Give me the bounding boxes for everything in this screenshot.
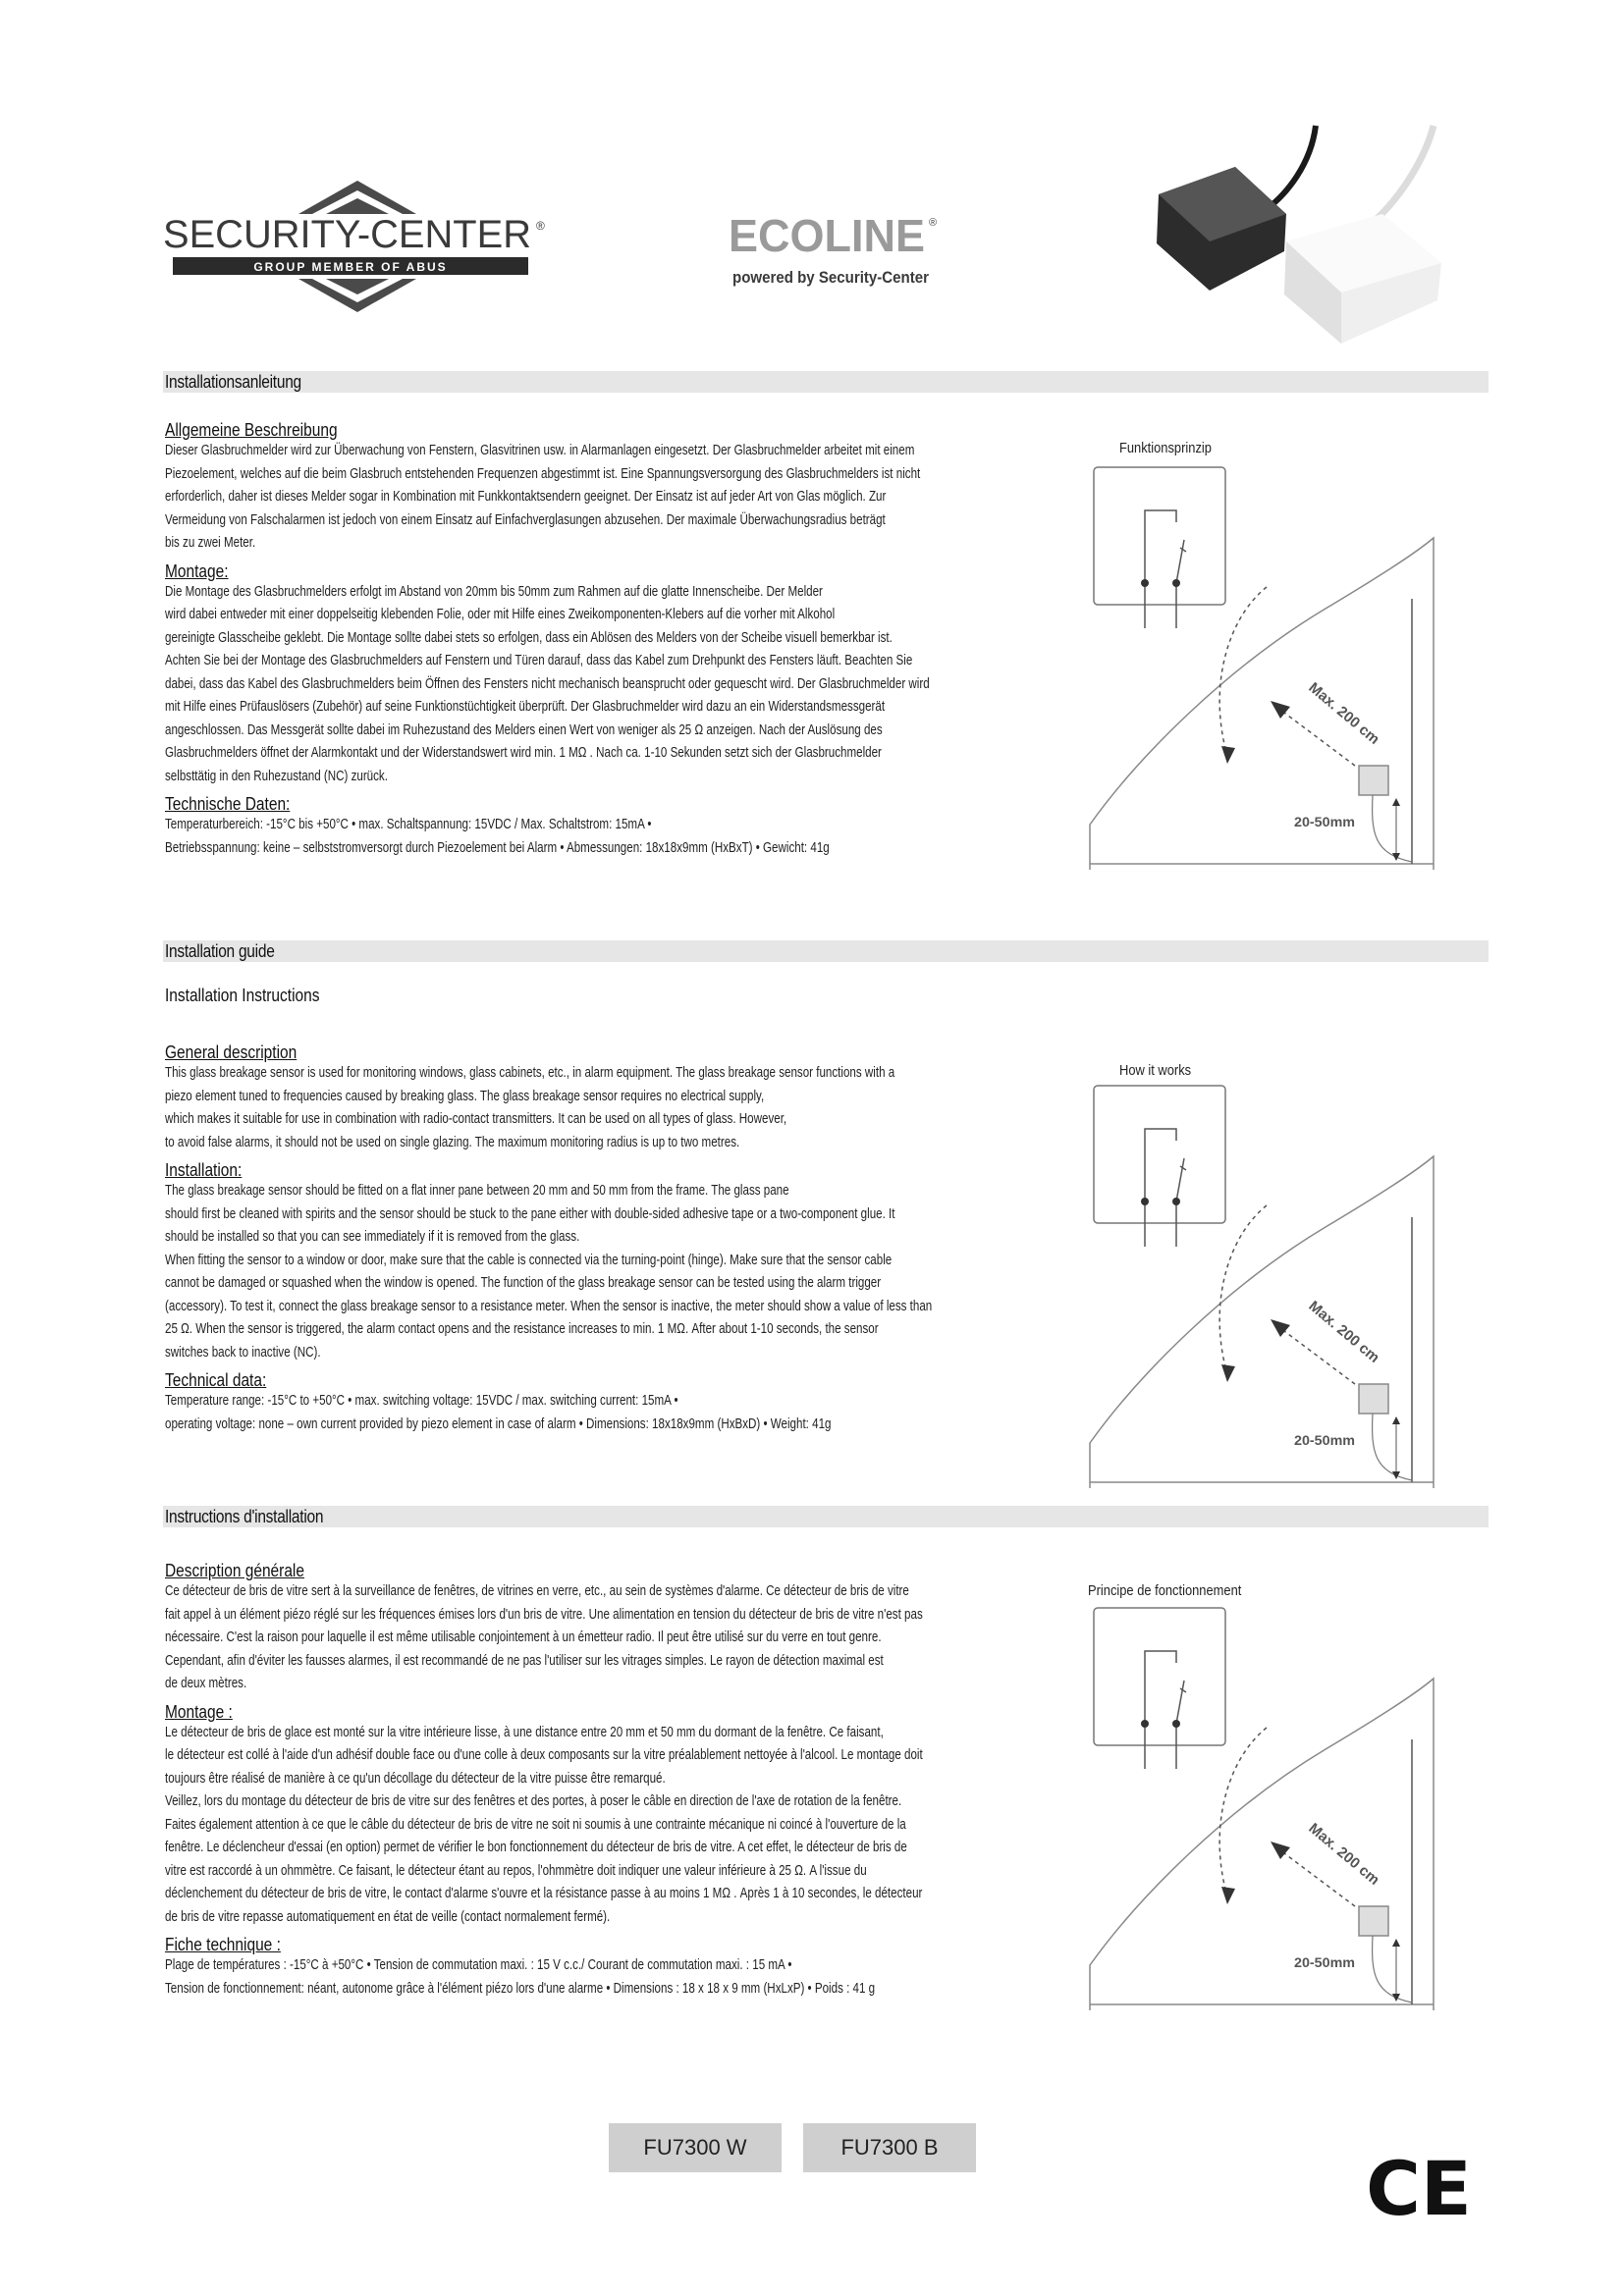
tech-text-en: Temperature range: -15°C to +50°C • max. switching voltage: 15VDC / max. switching current: 15mA • operating voltage: none – own current provided by piezo element in case of alarm • Dimensions: 18x18x9mm (HxBxD) • Weight: 41g	[165, 1393, 832, 1432]
diagram-title-de: Funktionsprinzip	[1119, 440, 1212, 456]
heading-mount-en: Installation:	[165, 1160, 243, 1180]
mount-text-de: Die Montage des Glasbruchmelders erfolgt im Abstand von 20mm bis 50mm zum Rahmen auf die glatte Innenscheibe. Der Melder wird dabei entweder mit einer doppelseitig klebenden Folie, oder mit Hilfe eines Zweikomponenten-Klebers auf die vorher mit Alkohol gereinigte Glasscheibe geklebt. Die Montage sollte dabei stets so erfolgen, dass ein Ablösen des Melders von der Scheibe visuell bemerkbar ist. Achten Sie bei der Montage des Glasbruchmelders auf Fenstern und Türen darauf, dass das Kabel zum Drehpunkt des Fensters läuft. Beachten Sie dabei, dass das Kabel des Glasbruchmelders beim Öffnen des Fensters nicht mechanisch beansprucht oder gequescht wird. Der Glasbruchmelder wird mit Hilfe eines Prüfauslösers (Zubehör) auf seine Funktionstüchtigkeit überprüft. Der Glasbruchmelder wird dazu an ein Widerstandsmessgerät angeschlossen. Das Messgerät sollte dabei im Ruhezustand des Melders einen Wert von weniger als 25 Ω anzeigen. Nach der Auslösung des Glasbruchmelders öffnet der Alarmkontakt und der Widerstandswert wird min. 1 MΩ . Nach ca. 1-10 Sekunden setzt sich der Glasbruchmelder selbsttätig in den Ruhezustand (NC) zurück.	[165, 583, 930, 784]
ce-mark-icon	[1366, 2145, 1472, 2232]
function-diagram-en	[1080, 1080, 1473, 1502]
heading-general-en: General description	[165, 1042, 298, 1062]
mount-text-fr: Le détecteur de bris de glace est monté sur la vitre intérieure lisse, à une distance entre 20 mm et 50 mm du dormant de la fenêtre. Ce faisant, le détecteur est collé à l'aide d'un adhésif double face ou d'une colle à deux composants sur la vitre préalablement nettoyée à l'alcool. Le montage doit toujours être réalisé de manière à ce qu'un décollage du détecteur de la vitre puisse être remarqué. Veillez, lors du montage du détecteur de bris de vitre sur des fenêtres et des portes, à poser le câble en direction de l'axe de rotation de la fenêtre. Faites également attention à ce que le câble du détecteur de bris de vitre ne soit ni soumis à une contrainte mécanique ni coincé à l'ouverture de la fenêtre. Le déclencheur d'essai (en option) permet de vérifier le bon fonctionnement du détecteur de bris de vitre. A cet effet, le détecteur de bris de vitre est raccordé à un ohmmètre. Ce faisant, le détecteur étant au repos, l'ohmmètre doit indiquer une valeur inférieure à 25 Ω. A l'issue du déclenchement du détecteur de bris de vitre, le contact d'alarme s'ouvre et la résistance passe à au moins 1 MΩ . Après 1 à 10 secondes, le détecteur de bris de vitre repasse automatiquement en état de veille (contact normalement fermé).	[165, 1724, 923, 1925]
product-photo	[1139, 126, 1492, 344]
tech-text-de: Temperaturbereich: -15°C bis +50°C • max. Schaltspannung: 15VDC / Max. Schaltstrom: 15mA • Betriebsspannung: keine – selbststromversorgt durch Piezoelement bei Alarm • Abmessungen: 18x18x9mm (HxBxT) • Gewicht: 41g	[165, 817, 830, 856]
svg-text:20-50mm: 20-50mm	[1294, 814, 1355, 829]
section-band-de: Installationsanleitung	[163, 371, 1489, 393]
section-de	[165, 420, 1029, 860]
heading-tech-de: Technische Daten:	[165, 794, 291, 814]
function-diagram-de	[1080, 461, 1473, 883]
security-center-logo	[163, 181, 552, 314]
heading-mount-fr: Montage :	[165, 1701, 233, 1722]
heading-tech-fr: Fiche technique :	[165, 1935, 281, 1954]
section-band-en: Installation guide	[163, 940, 1489, 962]
section-en	[165, 986, 1029, 1436]
svg-text:Max. 200 cm: Max. 200 cm	[1305, 679, 1383, 748]
svg-text:CE: CE	[1366, 2145, 1472, 2232]
section-fr	[165, 1561, 1029, 2001]
title-en: Installation Instructions	[165, 986, 320, 1005]
svg-text:20-50mm: 20-50mm	[1294, 1954, 1355, 1970]
svg-text:®: ®	[929, 217, 938, 229]
function-diagram-fr	[1080, 1602, 1473, 2024]
svg-text:®: ®	[536, 219, 545, 233]
heading-general-de: Allgemeine Beschreibung	[165, 420, 338, 440]
heading-general-fr: Description générale	[165, 1561, 304, 1580]
svg-text:GROUP MEMBER OF ABUS: GROUP MEMBER OF ABUS	[253, 260, 448, 274]
ecoline-logo	[729, 208, 954, 296]
diagram-title-fr: Principe de fonctionnement	[1088, 1582, 1242, 1599]
heading-mount-de: Montage:	[165, 561, 229, 581]
general-text-en: This glass breakage sensor is used for monitoring windows, glass cabinets, etc., in alarm equipment. The glass breakage sensor functions with a piezo element tuned to frequencies caused by breaking glass. The glass breakage sensor requires no electrical supply, which makes it suitable for use in combination with radio-contact transmitters. It can be used on all types of glass. However, to avoid false alarms, it should not be used on single glazing. The maximum monitoring radius is up to two metres.	[165, 1065, 895, 1150]
mount-text-en: The glass breakage sensor should be fitted on a flat inner pane between 20 mm and 50 mm from the frame. The glass pane should first be cleaned with spirits and the sensor should be stuck to the pane either with double-sided adhesive tape or a two-component glue. It should be installed so that you can see immediately if it is removed from the glass. When fitting the sensor to a window or door, make sure that the cable is connected via the turning-point (hinge). Make sure that the sensor cable cannot be damaged or squashed when the window is opened. The function of the glass breakage sensor can be tested using the alarm trigger (accessory). To test it, connect the glass breakage sensor to a resistance meter. When the sensor is inactive, the meter should show a value of less than 25 Ω. When the sensor is triggered, the alarm contact opens and the resistance increases to min. 1 MΩ. After about 1-10 seconds, the sensor switches back to inactive (NC).	[165, 1183, 933, 1361]
tech-text-fr: Plage de températures : -15°C à +50°C • Tension de commutation maxi. : 15 V c.c./ Courant de commutation maxi. : 15 mA • Tension de fonctionnement: néant, autonome grâce à l'élément piézo lors d'une alarme • Dimensions : 18 x 18 x 9 mm (HxLxP) • Poids : 41 g	[165, 1957, 876, 1997]
svg-text:ECOLINE: ECOLINE	[729, 210, 925, 261]
svg-text:powered by Security-Center: powered by Security-Center	[732, 268, 930, 287]
general-text-fr: Ce détecteur de bris de vitre sert à la surveillance de fenêtres, de vitrines en verre, etc., au sein de systèmes d'alarme. Ce détecteur de bris de vitre fait appel à un élément piézo réglé sur les fréquences émises lors d'un bris de vitre. Une alimentation en tension du détecteur de bris de vitre n'est pas nécessaire. C'est la raison pour laquelle il est même utilisable conjointement à un émetteur radio. Il peut être utilisé sur du verre en tout genre. Cependant, afin d'éviter les fausses alarmes, il est recommandé de ne pas l'utiliser sur les vitrages simples. Le rayon de détection maximal est de deux mètres.	[165, 1583, 923, 1691]
heading-tech-en: Technical data:	[165, 1370, 267, 1390]
svg-text:Max. 200 cm: Max. 200 cm	[1305, 1820, 1383, 1889]
model-badge-white: FU7300 W	[609, 2123, 782, 2172]
section-band-fr: Instructions d'installation	[163, 1506, 1489, 1527]
svg-text:Max. 200 cm: Max. 200 cm	[1305, 1298, 1383, 1366]
svg-text:20-50mm: 20-50mm	[1294, 1432, 1355, 1448]
model-badge-black: FU7300 B	[803, 2123, 976, 2172]
diagram-title-en: How it works	[1119, 1062, 1192, 1079]
general-text-de: Dieser Glasbruchmelder wird zur Überwachung von Fenstern, Glasvitrinen usw. in Alarmanlagen eingesetzt. Der Glasbruchmelder arbeitet mit einem Piezoelement, welches auf die beim Glasbruch entstehenden Frequenzen abgestimmt ist. Eine Spannungsversorgung des Glasbruchmelders ist nicht erforderlich, daher ist dieses Melder sogar in Kombination mit Funkkontaktsendern geeignet. Der Einsatz ist auf jeder Art von Glas möglich. Zur Vermeidung von Falschalarmen ist jedoch von einem Einsatz auf Einfachverglasungen abzusehen. Der maximale Überwachungsradius beträgt bis zu zwei Meter.	[165, 443, 921, 551]
svg-text:SECURITY-CENTER: SECURITY-CENTER	[163, 213, 531, 256]
